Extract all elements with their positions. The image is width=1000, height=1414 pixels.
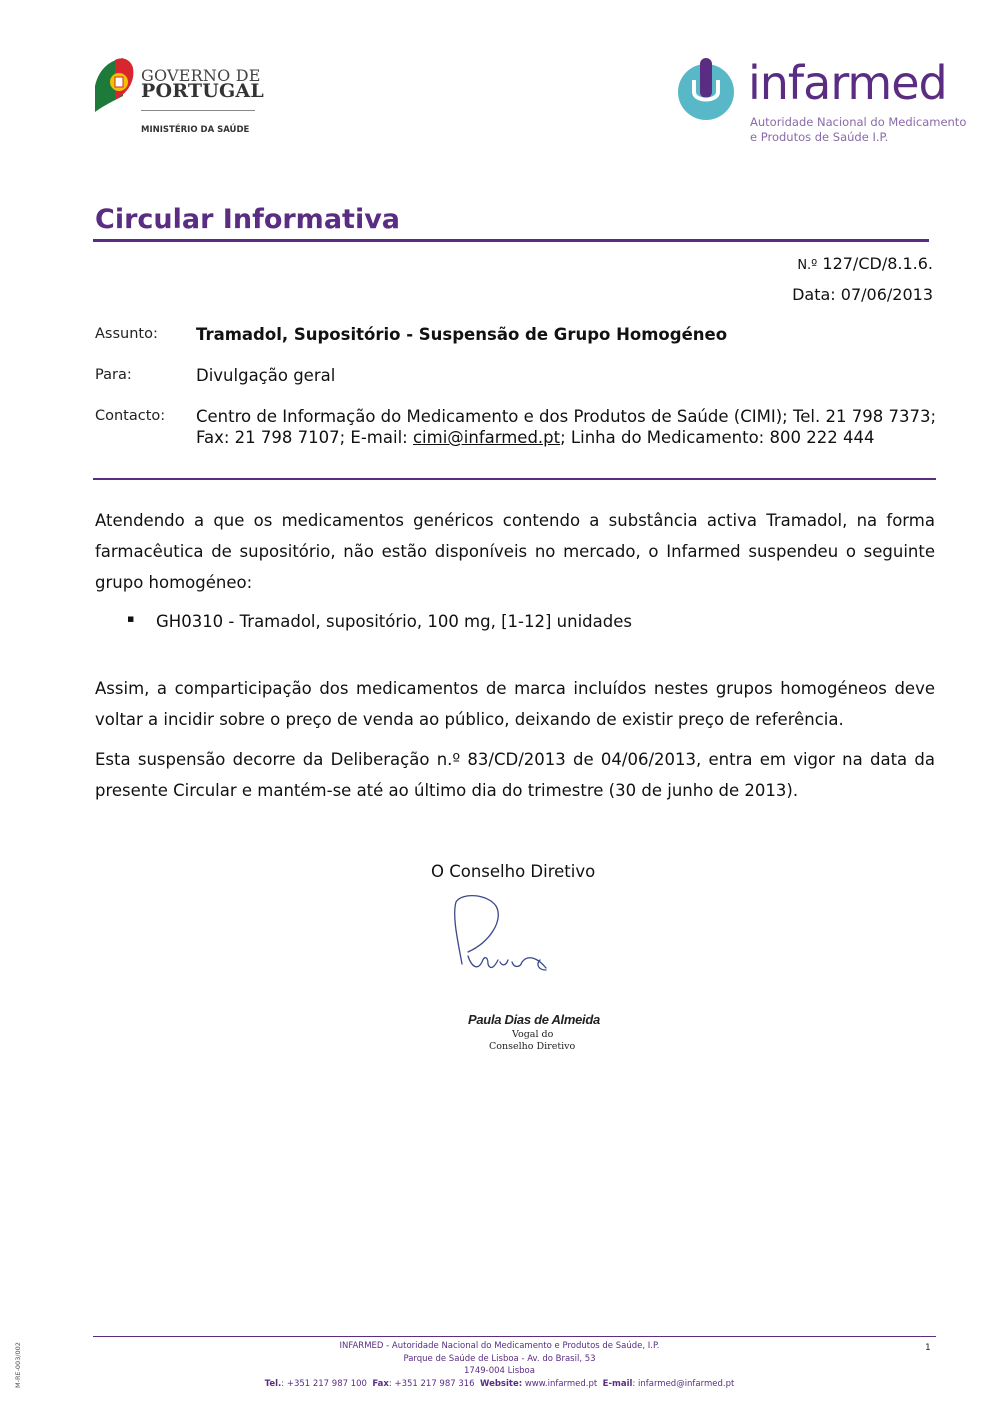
footer-divider bbox=[93, 1336, 936, 1337]
gov-logo-divider bbox=[141, 110, 255, 111]
body-paragraph-1: Atendendo a que os medicamentos genéricos contendo a substância activa Tramadol, na forma farmacêutica de supositório, não estão disponíveis no mercado, o Infarmed suspendeu o seguinte grupo homogéneo: bbox=[95, 511, 935, 592]
bullet-marker: ▪ bbox=[127, 612, 135, 625]
footer-email-label: E-mail bbox=[602, 1379, 633, 1389]
recipient-label: Para: bbox=[95, 367, 132, 383]
page-number: 1 bbox=[925, 1343, 931, 1353]
reference-number bbox=[797, 254, 933, 273]
document-date bbox=[792, 285, 933, 304]
recipient-value: Divulgação geral bbox=[196, 366, 336, 385]
footer-address: Parque de Saúde de Lisboa - Av. do Brasil, 53 bbox=[403, 1354, 596, 1364]
date-label: Data: bbox=[792, 285, 836, 304]
signer-role-line1: Vogal do bbox=[512, 1029, 554, 1040]
title-divider bbox=[93, 239, 929, 242]
reference-label: N.º bbox=[797, 258, 818, 273]
footer-web-value[interactable]: www.infarmed.pt bbox=[522, 1379, 598, 1389]
contact-value bbox=[196, 406, 936, 448]
signer-role-line2: Conselho Diretivo bbox=[489, 1041, 576, 1052]
infarmed-logo-bar bbox=[700, 58, 712, 98]
footer-org-name: INFARMED - Autoridade Nacional do Medicamento e Produtos de Saúde, I.P. bbox=[339, 1341, 660, 1351]
handwritten-signature bbox=[448, 892, 558, 982]
contact-text-suffix: ; Linha do Medicamento: 800 222 444 bbox=[560, 428, 875, 447]
date-value: 07/06/2013 bbox=[840, 285, 933, 304]
form-code: M-RE-003/002 bbox=[14, 1342, 22, 1388]
signature-organ: O Conselho Diretivo bbox=[431, 862, 596, 881]
subject-value: Tramadol, Supositório - Suspensão de Grupo Homogéneo bbox=[196, 325, 728, 344]
infarmed-logo-mark bbox=[676, 58, 740, 122]
gov-logo-ministry: MINISTÉRIO DA SAÚDE bbox=[141, 125, 250, 135]
subject-label: Assunto: bbox=[95, 326, 158, 342]
header-divider bbox=[93, 478, 936, 480]
body-paragraph-2: Assim, a comparticipação dos medicamentos de marca incluídos nestes grupos homogéneos deve voltar a incidir sobre o preço de venda ao público, deixando de existir preço de referência. bbox=[95, 679, 935, 729]
contact-email-link[interactable]: cimi@infarmed.pt bbox=[412, 428, 561, 447]
reference-value: 127/CD/8.1.6. bbox=[822, 254, 933, 273]
gov-shield bbox=[115, 77, 123, 87]
infarmed-wordmark: infarmed bbox=[748, 56, 947, 110]
body-paragraph-3: Esta suspensão decorre da Deliberação n.º 83/CD/2013 de 04/06/2013, entra em vigor na data da presente Circular e mantém-se até ao último dia do trimestre (30 de junho de 2013). bbox=[95, 750, 935, 800]
contact-text-prefix: Centro de Informação do Medicamento e dos Produtos de Saúde (CIMI); Tel. 21 798 7373; Fax: 21 798 7107; E-mail: bbox=[196, 407, 936, 447]
signer-name: Paula Dias de Almeida bbox=[468, 1012, 600, 1027]
gov-logo-line2: PORTUGAL bbox=[141, 80, 264, 102]
footer-postcode: 1749-004 Lisboa bbox=[464, 1366, 535, 1376]
footer-tel-label: Tel. bbox=[264, 1379, 282, 1389]
footer-web-label: Website: bbox=[480, 1379, 523, 1389]
document-title: Circular Informativa bbox=[95, 204, 401, 235]
footer-fax-value: : +351 217 987 316 bbox=[388, 1379, 475, 1389]
gov-logo-line1: GOVERNO DE bbox=[141, 66, 261, 85]
footer-contacts bbox=[93, 1379, 906, 1389]
infarmed-subtitle-line2: e Produtos de Saúde I.P. bbox=[750, 130, 889, 144]
footer-email-value[interactable]: : infarmed@infarmed.pt bbox=[632, 1379, 735, 1389]
footer-fax-label: Fax bbox=[372, 1379, 389, 1389]
contact-label: Contacto: bbox=[95, 408, 166, 424]
footer-tel-value: : +351 217 987 100 bbox=[281, 1379, 367, 1389]
bullet-item: GH0310 - Tramadol, supositório, 100 mg, [1-12] unidades bbox=[156, 612, 632, 631]
infarmed-subtitle-line1: Autoridade Nacional do Medicamento bbox=[750, 115, 967, 129]
